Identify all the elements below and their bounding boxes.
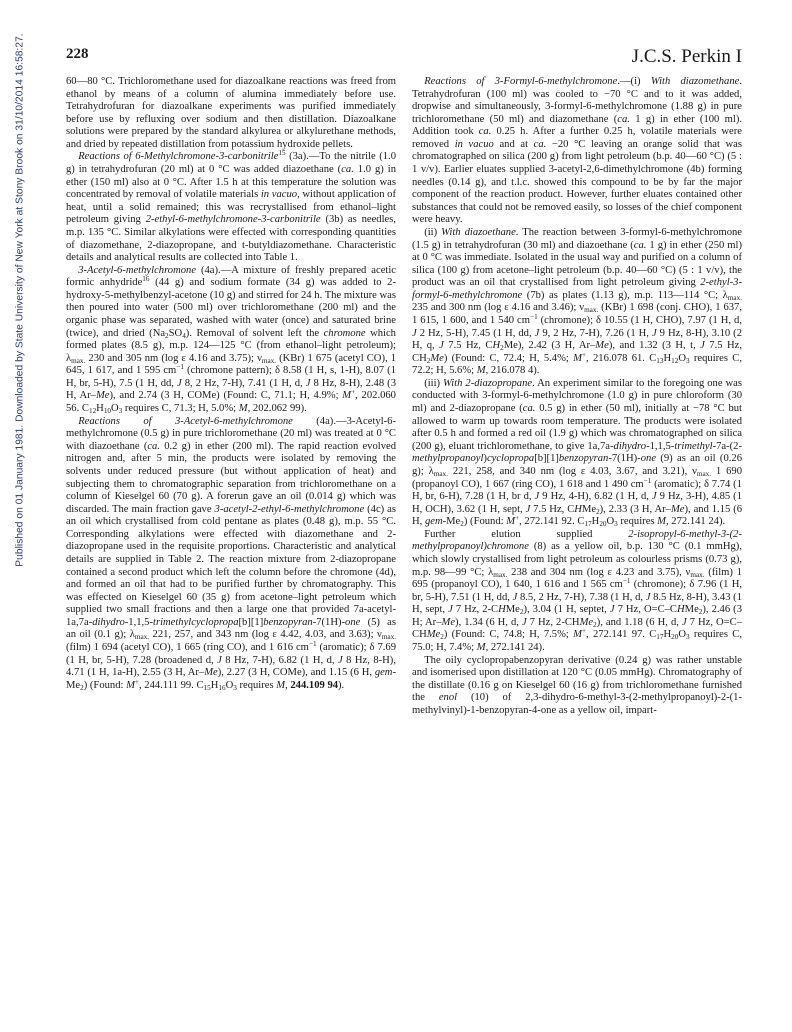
journal-name: J.C.S. Perkin I xyxy=(631,46,742,67)
download-watermark xyxy=(0,0,40,1032)
paragraph: (iii) With 2-diazopropane. An experiment similar to the foregoing one was conducted with 3-formyl-6-methylchromone (1.0 g) in pure chloroform (30 ml) and 2-diazopropane (ca. 0.5 g) in ether (50 ml), initially at −78 °C but allowed to warm up towards room temperature. The products were isolated after 0.5 h and formed a red oil (1.9 g) which was chromatographed on silica (200 g), eluant trichloromethane, to give 1a,7a-dihydro-1,1,5-trimethyl-7a-(2-methylpropanoyl)cyclopropa[b][1]benzopyran-7(1H)-one (9) as an oil (0.26 g); $\lambda_{max.}$ 221, 258, and 340 nm (log ε 4.03, 3.67, and 3.21), $\nu_{max.}$ 1 690 (propanoyl CO), 1 667 (ring CO), 1 618 and 1 490 $cm^{-1}$ (aromatic); δ 7.74 (1 H, br, 6-H), 7.28 (1 H, br d, J 9 Hz, 4-H), 6.82 (1 H, d, J 9 Hz, 3-H), 4.85 (1 H, OCH), 3.62 (1 H, sept, J 7.5 Hz, CHMe$_2$), 2.33 (3 H, Ar–Me), and 1.15 (6 H, gem-$Me_2$) (Found: M+, 272.141 92. $C_{17}H_{20}O_3$ requires M, 272.141 24). xyxy=(412,377,743,529)
paragraph: Reactions of 3-Formyl-6-methylchromone.—(i) With diazomethane. Tetrahydrofuran (100 ml) was cooled to −70 °C and to it was added, dropwise and simultaneously, 3-formyl-6-methylchromone (1.88 g) in pure trichloromethane (50 ml) and diazomethane (ca. 1 g) in ether (100 ml). Addition took ca. 0.25 h. After a further 0.25 h, volatile materials were removed in vacuo and at ca. −20 °C leaving an orange solid that was chromatographed on silica (200 g) from light petroleum (b.p. 40—60 °C) (5 : 1 v/v). Earlier eluates supplied 3-acetyl-2,6-dimethylchromone (4b) forming needles (0.14 g), and t.l.c. showed this compound to be by far the major component of the reaction product. However, further eluates contained other substances that could not be removed easily, so losses of the chief component were heavy. xyxy=(412,76,743,226)
paragraph: 60—80 °C. Trichloromethane used for diazoalkane reactions was freed from ethanol by means of a column of alumina immediately before use. Tetrahydrofuran for diazoalkane experiments was purified immediately before use by refluxing over sodium and then distillation. Diazoalkane solutions were prepared by the standard alkylurea or alkylurethane methods, and dried by repeated distillation from potassium hydroxide pellets. xyxy=(66,76,396,150)
paragraph: Further elution supplied 2-isopropyl-6-methyl-3-(2-methylpropanoyl)chromone (8) as a yellow oil, b.p. 130 °C (0.1 mmHg), which slowly crystallised from light petroleum as colourless prisms (0.73 g), m.p. 98—99 °C; $\lambda_{max.}$ 238 and 304 nm (log ε 4.23 and 3.75), $\nu_{max.}$ (film) 1 695 (propanoyl CO), 1 640, 1 616 and 1 565 $cm^{-1}$ (chromone); δ 7.96 (1 H, br, 5-H), 7.51 (1 H, dd, J 8.5, 2 Hz, 7-H), 7.38 (1 H, d, J 8.5 Hz, 8-H), 3.43 (1 H, sept, J 7 Hz, 2-CHMe$_2$), 3.04 (1 H, septet, J 7 Hz, O=C–CHMe$_2$), 2.46 (3 H; Ar–Me), 1.34 (6 H, d, J 7 Hz, 2-CHMe$_2$), and 1.18 (6 H, d, J 7 Hz, O=C–CHMe$_2$) (Found: C, 74.8; H, 7.5%; M+, 272.141 97. $C_{17}H_{20}O_3$ requires C, 75.0; H, 7.4%; M, 272.141 24). xyxy=(412,528,743,654)
left-column xyxy=(66,76,396,692)
page-number: 228 xyxy=(66,46,89,62)
paragraph: Reactions of 3-Acetyl-6-methylchromone (4a).—3-Acetyl-6-methylchromone (0.5 g) in pure trichloromethane (20 ml) was treated at 0 °C with diazoethane (ca. 0.2 g) in ether (200 ml). The rapid reaction evolved nitrogen and, after 5 min, the products were isolated by removing the solvents under reduced pressure (but without application of heat) and subjecting them to chromatographic separation from trichloromethane on a column of Kieselgel 60 (70 g). A forerun gave an oil (0.014 g) which was discarded. The main fraction gave 3-acetyl-2-ethyl-6-methylchromone (4c) as an oil which crystallised from cold pentane as plates (0.48 g), m.p. 55 °C. Corresponding alkylations were effected with diazomethane and 2-diazopropane used in the requisite proportions. Characteristic and analytical details are supplied in Table 2. The reaction mixture from 2-diazopropane contained a second product which left the column before the chromone (4d), and formed an oil that had to be purified further by chromatography. This was effected on Kieselgel 60 (35 g) from acetone–light petroleum which supplied two small fractions and then a large one that provided 7a-acetyl-1a,7a-dihydro-1,1,5-trimethylcyclopropa[b][1]benzopyran-7(1H)-one (5) as an oil (0.1 g); $\lambda_{max.}$ 221, 257, and 343 nm (log ε 4.42, 4.03, and 3.63); $\nu_{max.}$ (film) 1 694 (acetyl CO), 1 665 (ring CO), and 1 616 $cm^{-1}$ (aromatic); δ 7.69 (1 H, br, 5-H), 7.28 (broadened d, J 8 Hz, 7-H), 6.82 (1 H, d, J 8 Hz, 8-H), 4.71 (1 H, 1a-H), 2.55 (3 H, Ar–Me), 2.27 (3 H, COMe), and 1.15 (6 H, gem-$Me_2$) (Found: M+, 244.111 99. $C_{15}H_{16}O_3$ requires M, 244.109 94). xyxy=(66,415,396,692)
paragraph: 3-Acetyl-6-methylchromone (4a).—A mixture of freshly prepared acetic formic anhydride$^{16}$ (44 g) and sodium formate (34 g) was added to 2-hydroxy-5-methylbenzyl-acetone (10 g) and stirred for 24 h. The mixture was then poured into water (500 ml) over trichloromethane (200 ml) and the organic phase was separated, washed with water (once) and saturated brine (twice), and dried $(Na_2SO_4)$. Removal of solvent left the chromone which formed plates (8.5 g), m.p. 124—125 °C (from ethanol–light petroleum); $\lambda_{max.}$ 230 and 305 nm (log ε 4.16 and 3.75); $\nu_{max.}$ (KBr) 1 675 (acetyl CO), 1 645, 1 617, and 1 595 $cm^{-1}$ (chromone pattern); δ 8.58 (1 H, s, 1-H), 8.07 (1 H, br, 5-H), 7.5 (1 H, dd, J 8, 2 Hz, 7-H), 7.41 (1 H, d, J 8 Hz, 8-H), 2.48 (3 H, Ar–Me), and 2.74 (3 H, COMe) (Found: C, 71.1; H, 4.9%; M+, 202.060 56. $C_{12}H_{10}O_3$ requires C, 71.3; H, 5.0%; M, 202.062 99). xyxy=(66,264,397,416)
page-header xyxy=(66,46,742,70)
right-column xyxy=(412,76,742,717)
watermark-text: Published on 01 January 1981. Downloaded by State University of New York at Stony Brook on 31/10/2014 16:58:27. xyxy=(14,33,26,567)
paragraph: Reactions of 6-Methylchromone-3-carbonitrile$^{15}$ (3a).—To the nitrile (1.0 g) in tetrahydrofuran (20 ml) at 0 °C was added diazoethane (ca. 1.0 g) in ether (150 ml) also at 0 °C. After 1.5 h at this temperature the solution was concentrated by removal of volatile materials in vacuo, without application of heat, until a solid remained; this was recrystallised from ethanol–light petroleum giving 2-ethyl-6-methylchromone-3-carbonitrile (3b) as needles, m.p. 135 °C. Similar alkylations were effected with corresponding quantities of diazomethane, 2-diazopropane, and t-butyldiazomethane. Characteristic details and analytical results are collected into Table 1. xyxy=(66,149,396,264)
paragraph: The oily cyclopropabenzopyran derivative (0.24 g) was rather unstable and isomerised upon distillation at 120 °C (0.05 mmHg). Chromatography of the distillate (0.16 g on Kieselgel 60 (16 g) from trichloromethane furnished the enol (10) of 2,3-dihydro-6-methyl-3-(2-methylpropanoyl)-2-(1-methylvinyl)-1-benzopyran-4-one as a yellow oil, impart- xyxy=(412,654,743,716)
paragraph: (ii) With diazoethane. The reaction between 3-formyl-6-methylchromone (1.5 g) in tetrahydrofuran (30 ml) and diazoethane (ca. 1 g) in ether (250 ml) at 0 °C was immediate. Isolated in the usual way and purified on a column of silica (100 g) from acetone–light petroleum (b.p. 40—60 °C) (5 : 1 v/v), the product was an oil that crystallised from light petroleum giving 2-ethyl-3-formyl-6-methylchromone (7b) as plates (1.13 g), m.p. 113—114 °C; $\lambda_{max.}$ 235 and 300 nm (log ε 4.16 and 3.46); $\nu_{max.}$ (KBr) 1 698 (conj. CHO), 1 637, 1 615, 1 600, and 1 540 $cm^{-1}$ (chromone); δ 10.55 (1 H, CHO), 7.97 (1 H, d, J 2 Hz, 5-H), 7.45 (1 H, dd, J 9, 2 Hz, 7-H), 7.26 (1 H, J 9 Hz, 8-H), 3.10 (2 H, q, J 7.5 Hz, $CH_2Me$), 2.42 (3 H, Ar–Me), and 1.32 (3 H, t, J 7.5 Hz, $CH_2Me$) (Found: C, 72.4; H, 5.4%; M+, 216.078 61. $C_{13}H_{12}O_3$ requires C, 72.2; H, 5.6%; M, 216.078 4). xyxy=(412,226,743,377)
